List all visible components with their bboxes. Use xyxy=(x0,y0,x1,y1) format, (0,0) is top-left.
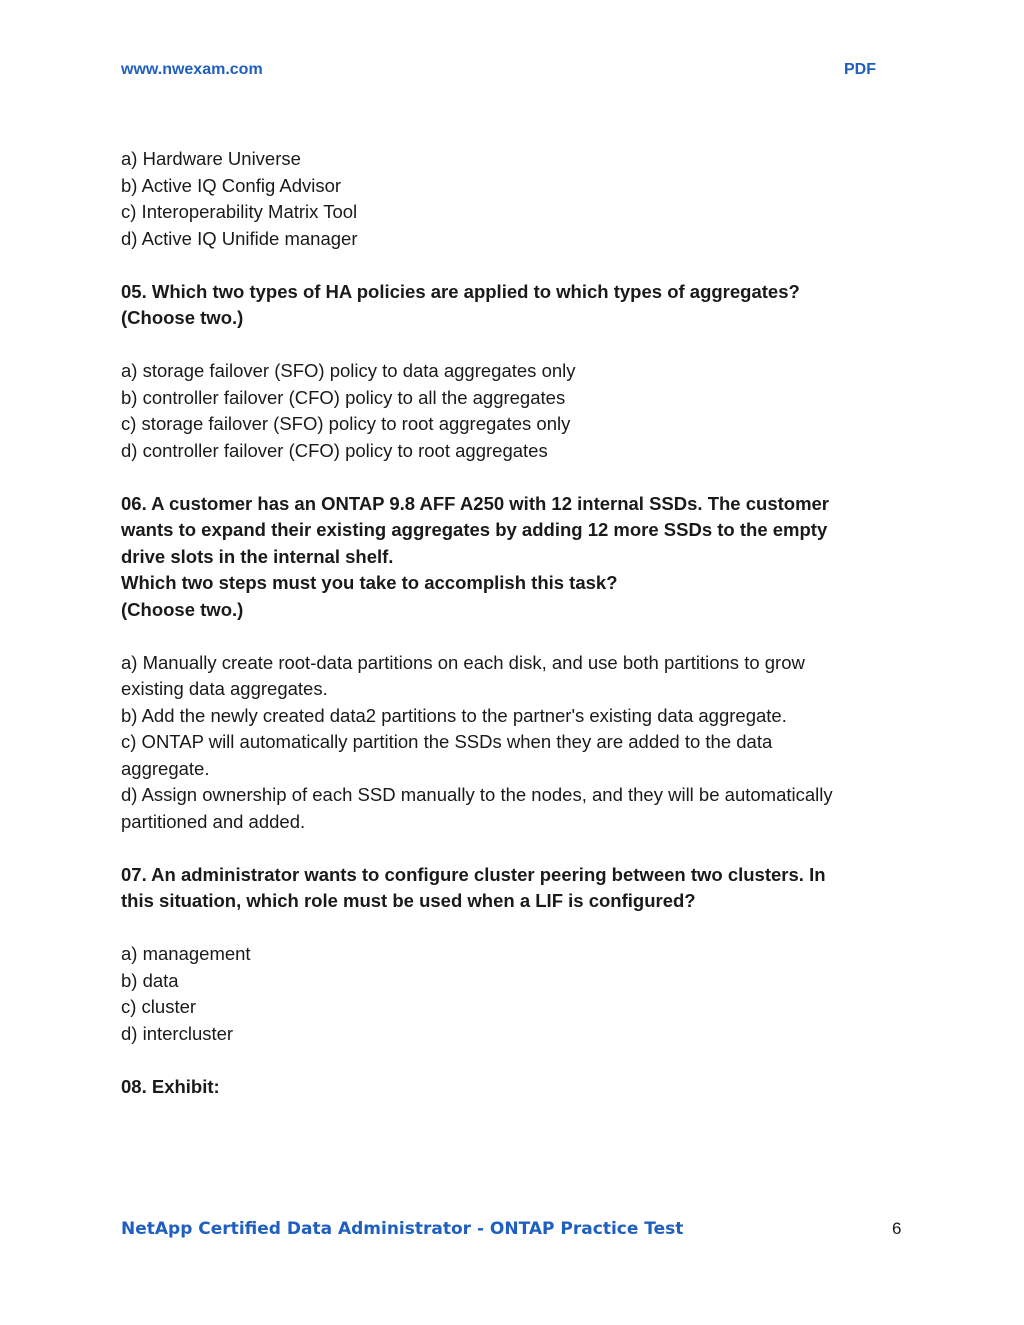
option: b) data xyxy=(121,969,179,991)
question-07 xyxy=(121,862,911,915)
option: d) Active IQ Unifide manager xyxy=(121,227,358,249)
question-line: (Choose two.) xyxy=(121,307,244,328)
question-line: drive slots in the internal shelf. xyxy=(121,545,394,567)
option: c) storage failover (SFO) policy to root aggregates only xyxy=(121,413,571,434)
site-url-link[interactable]: www.nwexam.com xyxy=(121,61,263,78)
footer-title: NetApp Certified Data Administrator - ONTAP Practice Test xyxy=(121,1219,684,1239)
option: d) intercluster xyxy=(121,1022,234,1044)
option: d) Assign ownership of each SSD manually to the nodes, and they will be automatically xyxy=(121,784,833,805)
question-line: 06. A customer has an ONTAP 9.8 AFF A250 with 12 internal SSDs. The customer xyxy=(121,492,830,514)
option: b) Active IQ Config Advisor xyxy=(121,174,342,196)
option: c) ONTAP will automatically partition the SSDs when they are added to the data xyxy=(121,731,773,752)
q04-options xyxy=(121,146,911,252)
option: c) cluster xyxy=(121,996,197,1017)
question-06 xyxy=(121,491,911,624)
option: b) Add the newly created data2 partitions to the partner's existing data aggregate. xyxy=(121,704,787,726)
pdf-label: PDF xyxy=(844,61,876,78)
option: a) Hardware Universe xyxy=(121,148,301,169)
option: a) Manually create root-data partitions on each disk, and use both partitions to grow xyxy=(121,651,805,673)
option: c) Interoperability Matrix Tool xyxy=(121,201,358,222)
option: b) controller failover (CFO) policy to all the aggregates xyxy=(121,386,566,408)
option: partitioned and added. xyxy=(121,810,306,832)
question-line: 05. Which two types of HA policies are applied to which types of aggregates? xyxy=(121,280,800,302)
question-line: this situation, which role must be used when a LIF is configured? xyxy=(121,890,696,911)
question-08 xyxy=(121,1074,911,1101)
q06-options xyxy=(121,650,911,836)
option: a) management xyxy=(121,943,251,964)
question-line: 08. Exhibit: xyxy=(121,1075,220,1097)
option: aggregate. xyxy=(121,757,210,779)
page-content xyxy=(121,146,911,1127)
question-line: 07. An administrator wants to configure cluster peering between two clusters. In xyxy=(121,863,826,885)
q05-options xyxy=(121,358,911,464)
option: d) controller failover (CFO) policy to root aggregates xyxy=(121,439,548,461)
option: existing data aggregates. xyxy=(121,678,328,699)
question-05 xyxy=(121,279,911,332)
option: a) storage failover (SFO) policy to data aggregates only xyxy=(121,360,576,381)
question-line: Which two steps must you take to accomplish this task? xyxy=(121,572,618,593)
page-number: 6 xyxy=(892,1219,902,1238)
q07-options xyxy=(121,941,911,1047)
question-line: wants to expand their existing aggregates by adding 12 more SSDs to the empty xyxy=(121,519,828,540)
question-line: (Choose two.) xyxy=(121,598,244,620)
